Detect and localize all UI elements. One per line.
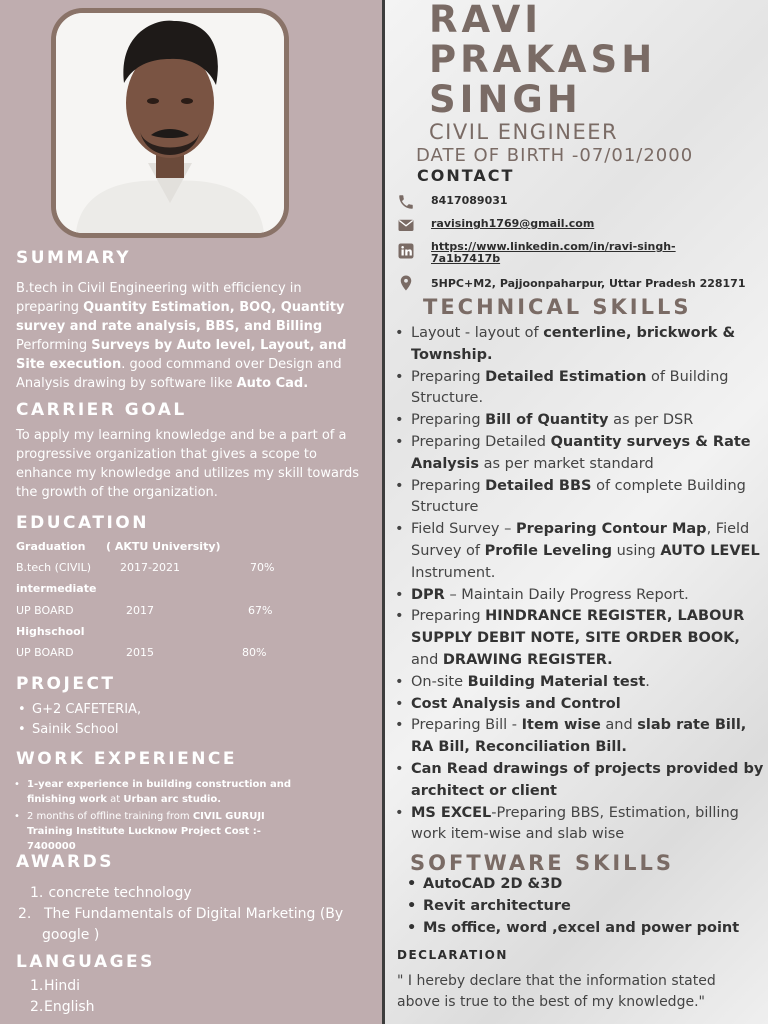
languages-list [30, 976, 95, 1018]
profile-photo [51, 8, 289, 238]
list-item: • Preparing Detailed BBS of complete Building Structure [393, 476, 768, 520]
project-heading: PROJECT [16, 674, 116, 694]
technical-skills-heading: TECHNICAL SKILLS [423, 295, 692, 319]
awards-heading: AWARDS [16, 852, 114, 872]
declaration-text: " I hereby declare that the information stated above is true to the best of my knowledge." [397, 973, 716, 1010]
work-heading: WORK EXPERIENCE [16, 749, 238, 769]
goal-text: To apply my learning knowledge and be a part of a progressive organization that gives a scope to enhance my knowledge and utilizes my skill towards the growth of the organization. [16, 428, 360, 500]
goal-heading: CARRIER GOAL [16, 400, 187, 420]
list-item: 2.English [30, 999, 95, 1015]
education-heading: EDUCATION [16, 513, 149, 533]
list-item: 2. The Fundamentals of Digital Marketing (By google ) [18, 906, 344, 943]
technical-skills-list [393, 323, 768, 846]
list-item: • Preparing Bill of Quantity as per DSR [393, 410, 768, 432]
list-item: • Layout - layout of centerline, brickwork & Township. [393, 323, 768, 367]
list-item: • On-site Building Material test. [393, 672, 768, 694]
right-column: RAVI PRAKASH SINGH CIVIL ENGINEER DATE OF BIRTH -07/01/2000 CONTACT 8417089031 ravisingh1769@gmail.com https://www.linkedin.com/in/ravi-singh- 7a1b7417b 5HPC+M2, Pajjoonpaharpur, Uttar Pradesh 228171 TECHNICAL SKILLS • Layout - layout of centerline, brickwork & Township. • Preparing Detailed Estimation of Building Structure. • Preparing Bill of Quantity as per DSR • Preparing Detailed Quantity surveys & Rate Analysis as per market standard • Preparing Detailed BBS of complete Building Structure • Field Survey – Preparing Contour Map, Field Survey of Profile Leveling using AUTO LEVEL Instrument. • DPR – Maintain Daily Progress Report. • Preparing HINDRANCE REGISTER, LABOUR SUPPLY DEBIT NOTE, SITE ORDER BOOK, and DRAWING REGISTER. • On-site Building Material test. • Cost Analysis and Control • Preparing Bill - Item wise and slab rate Bill, RA Bill, Reconciliation Bill. • Can Read drawings of projects provided by architect or client • MS EXCEL-Preparing BBS, Estimation, billing work item-wise and slab wise SOFTWARE SKILLS • AutoCAD 2D &3D • Revit architecture • Ms office, word ,excel and power point DECLARATION " I hereby declare that the information stated above is true to the best of my knowledge." [385, 0, 768, 1024]
date-of-birth: DATE OF BIRTH -07/01/2000 [416, 145, 694, 166]
list-item: • Preparing Bill - Item wise and slab rate Bill, RA Bill, Reconciliation Bill. [393, 715, 768, 759]
linkedin-icon [397, 242, 415, 260]
list-item: • Ms office, word ,excel and power point [405, 918, 765, 940]
list-item: • Can Read drawings of projects provided by architect or client [393, 759, 768, 803]
job-title: CIVIL ENGINEER [429, 120, 619, 144]
list-item: • Field Survey – Preparing Contour Map, Field Survey of Profile Leveling using AUTO LEVEL Instrument. [393, 519, 768, 584]
contact-heading: CONTACT [417, 166, 515, 185]
list-item: • Cost Analysis and Control [393, 694, 768, 716]
list-item: 1.Hindi [30, 978, 81, 994]
list-item: • Sainik School [16, 720, 141, 740]
list-item: • Preparing Detailed Estimation of Building Structure. [393, 367, 768, 411]
location-pin-icon [397, 274, 415, 292]
list-item: • G+2 CAFETERIA, [16, 700, 141, 720]
summary-text: B.tech in Civil Engineering with efficiency in preparing Quantity Estimation, BOQ, Quantity survey and rate analysis, BBS, and Billing Performing Surveys by Auto level, Layout, and Site execution. good command over Design and Analysis drawing by software like Auto Cad. [16, 281, 347, 391]
awards-list [18, 883, 350, 946]
list-item: • 1-year experience in building construction and finishing work at Urban arc studio. [12, 777, 312, 807]
project-list [16, 700, 141, 740]
list-item: • Preparing Detailed Quantity surveys & Rate Analysis as per market standard [393, 432, 768, 476]
software-skills-list [405, 874, 765, 939]
phone-icon [397, 193, 415, 211]
list-item: • Revit architecture [405, 896, 765, 918]
declaration-heading: DECLARATION [397, 948, 508, 962]
software-skills-heading: SOFTWARE SKILLS [410, 851, 675, 875]
list-item: • DPR – Maintain Daily Progress Report. [393, 585, 768, 607]
full-name: RAVI PRAKASH SINGH [429, 0, 657, 121]
list-item: • MS EXCEL-Preparing BBS, Estimation, billing work item-wise and slab wise [393, 803, 768, 847]
left-column: SUMMARY B.tech in Civil Engineering with efficiency in preparing Quantity Estimation, BOQ, Quantity survey and rate analysis, BBS, and Billing Performing Surveys by Auto level, Layout, and Site execution. good command over Design and Analysis drawing by software like Auto Cad. CARRIER GOAL To apply my learning knowledge and be a part of a progressive organization that gives a scope to enhance my knowledge and utilizes my skill towards the growth of the organization. EDUCATION Graduation ( AKTU University) B.tech (CIVIL) 2017-2021 70% intermediate UP BOARD 2017 67% Highschool UP BOARD 2015 80% PROJECT • G+2 CAFETERIA, • Sainik School WORK EXPERIENCE • 1-year experience in building construction and finishing work at Urban arc studio. • 2 months of offline training from CIVIL GURUJI Training Institute Lucknow Project Cost :- 7400000 AWARDS 1. concrete technology 2. The Fundamentals of Digital Marketing (By google ) LANGUAGES 1.Hindi 2.English [0, 0, 382, 1024]
portrait-image [56, 13, 284, 233]
linkedin-link[interactable]: https://www.linkedin.com/in/ravi-singh- 7a1b7417b [431, 240, 676, 265]
email-link[interactable]: ravisingh1769@gmail.com [431, 217, 595, 230]
summary-heading: SUMMARY [16, 248, 132, 268]
email-icon [397, 216, 415, 234]
work-list [12, 777, 312, 856]
list-item: • Preparing HINDRANCE REGISTER, LABOUR SUPPLY DEBIT NOTE, SITE ORDER BOOK, and DRAWING REGISTER. [393, 606, 768, 671]
list-item: • AutoCAD 2D &3D [405, 874, 765, 896]
languages-heading: LANGUAGES [16, 952, 155, 972]
list-item: • 2 months of offline training from CIVIL GURUJI Training Institute Lucknow Project Cost :- 7400000 [12, 809, 312, 854]
list-item: 1. concrete technology [30, 885, 192, 901]
